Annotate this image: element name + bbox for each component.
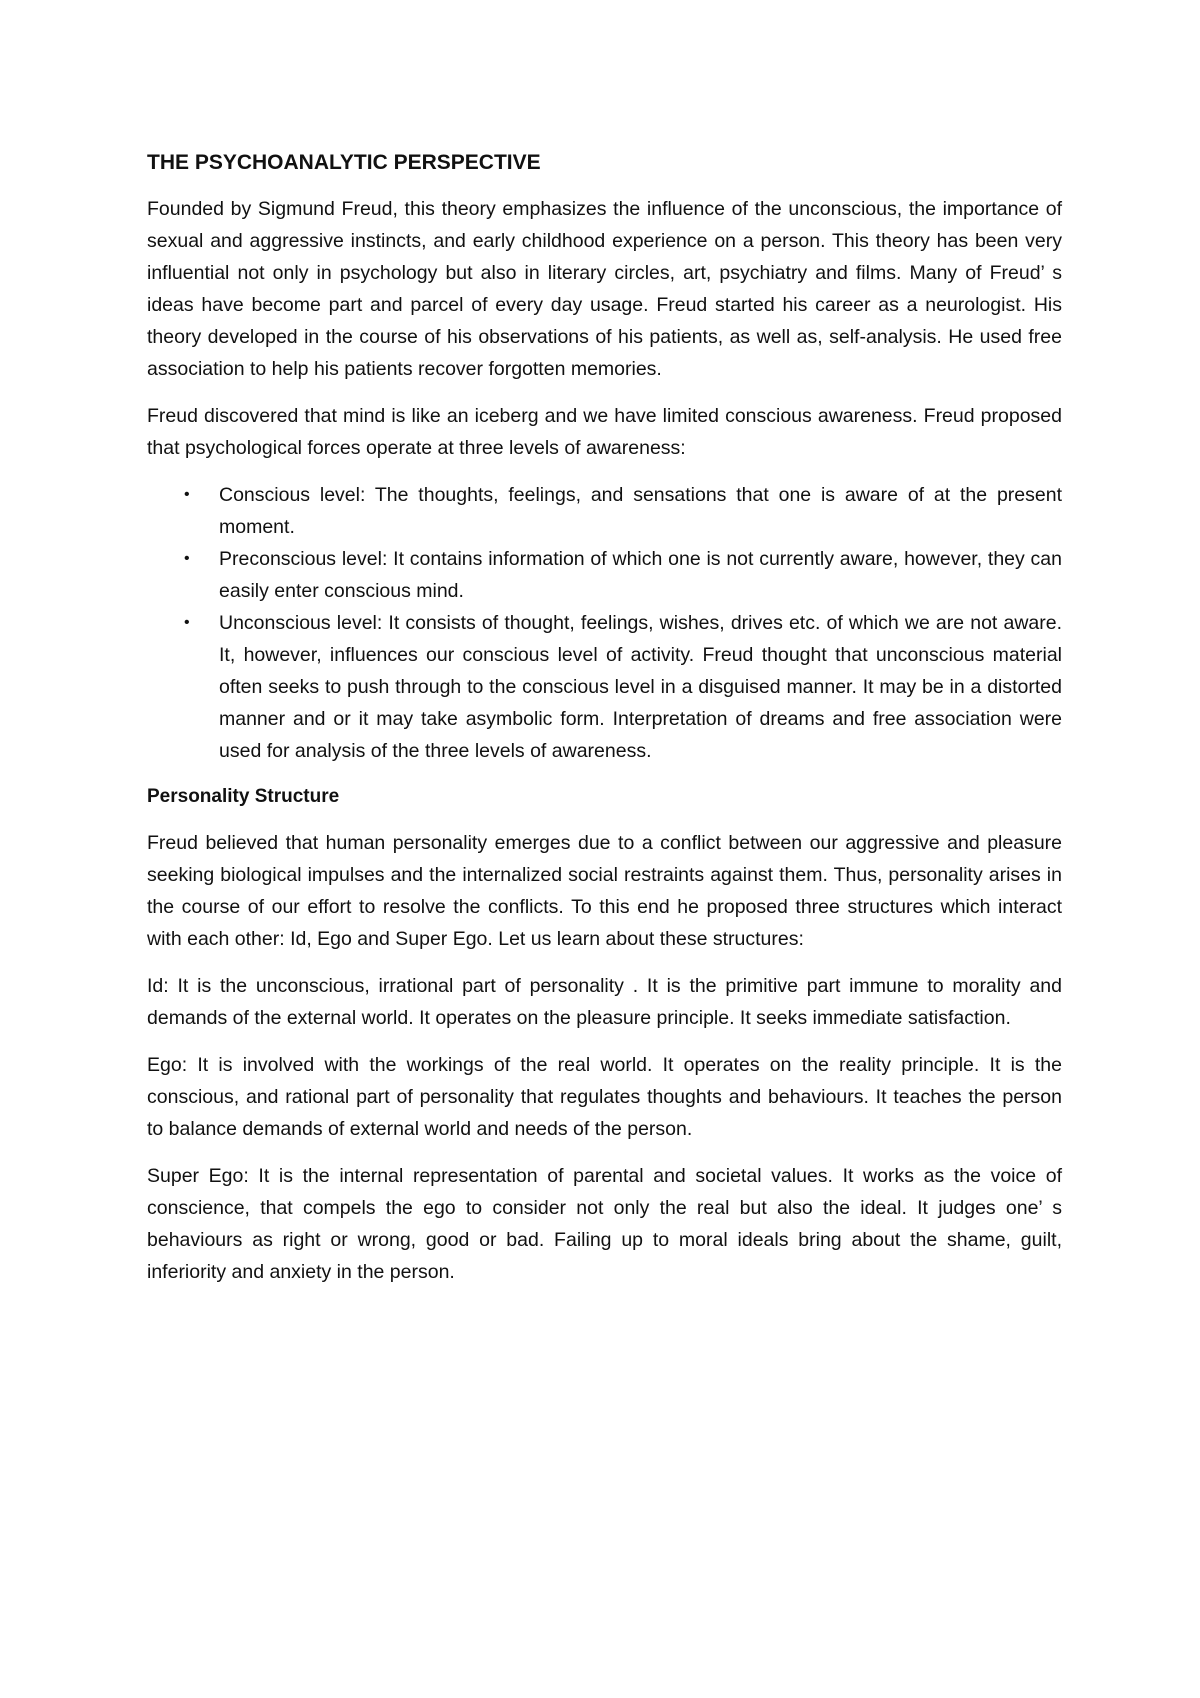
document-page [147,147,1062,1303]
ego-paragraph: Ego: It is involved with the workings of the real world. It operates on the reality principle. It is the conscious, and rational part of personality that regulates thoughts and behaviours. It teaches the person to balance demands of external world and needs of the person. [147,1054,1062,1140]
structure-intro-paragraph: Freud believed that human personality emerges due to a conflict between our aggressive and pleasure seeking biological impulses and the internalized social restraints against them. Thus, personality arises in the course of our effort to resolve the conflicts. To this end he proposed three structures which interact with each other: Id, Ego and Super Ego. Let us learn about these structures: [147,832,1062,950]
bullet-icon: • [184,486,190,503]
superego-paragraph: Super Ego: It is the internal representation of parental and societal values. It works as the voice of conscience, that compels the ego to consider not only the real but also the ideal. It judges one’ s behaviours as right or wrong, good or bad. Failing up to moral ideals bring about the shame, guilt, inferiority and anxiety in the person. [147,1165,1062,1283]
list-item-preconscious [184,543,1062,607]
list-item-text: Conscious level: The thoughts, feelings, and sensations that one is aware of at the present moment. [219,484,1062,538]
id-paragraph: Id: It is the unconscious, irrational part of personality . It is the primitive part immune to morality and demands of the external world. It operates on the pleasure principle. It seeks immediate satisfaction. [147,975,1062,1029]
section-heading-personality-structure: Personality Structure [147,786,340,807]
bullet-icon: • [184,614,190,631]
list-item-conscious [184,479,1062,543]
intro-paragraph: Founded by Sigmund Freud, this theory emphasizes the influence of the unconscious, the importance of sexual and aggressive instincts, and early childhood experience on a person. This theory has been very influential not only in psychology but also in literary circles, art, psychiatry and films. Many of Freud’ s ideas have become part and parcel of every day usage. Freud started his career as a neurologist. His theory developed in the course of his observations of his patients, as well as, self-analysis. He used free association to help his patients recover forgotten memories. [147,198,1062,380]
bullet-icon: • [184,550,190,567]
list-item-unconscious [184,607,1062,767]
list-item-text: Unconscious level: It consists of thought, feelings, wishes, drives etc. of which we are not aware. It, however, influences our conscious level of activity. Freud thought that unconscious material often seeks to push through to the conscious level in a disguised manner. It may be in a distorted manner and or it may take asymbolic form. Interpretation of dreams and free association were used for analysis of the three levels of awareness. [219,612,1062,762]
awareness-levels-list [147,479,1062,767]
iceberg-paragraph: Freud discovered that mind is like an iceberg and we have limited conscious awareness. Freud proposed that psychological forces operate at three levels of awareness: [147,405,1062,459]
page-title: THE PSYCHOANALYTIC PERSPECTIVE [147,151,541,174]
list-item-text: Preconscious level: It contains information of which one is not currently aware, however, they can easily enter conscious mind. [219,548,1062,602]
